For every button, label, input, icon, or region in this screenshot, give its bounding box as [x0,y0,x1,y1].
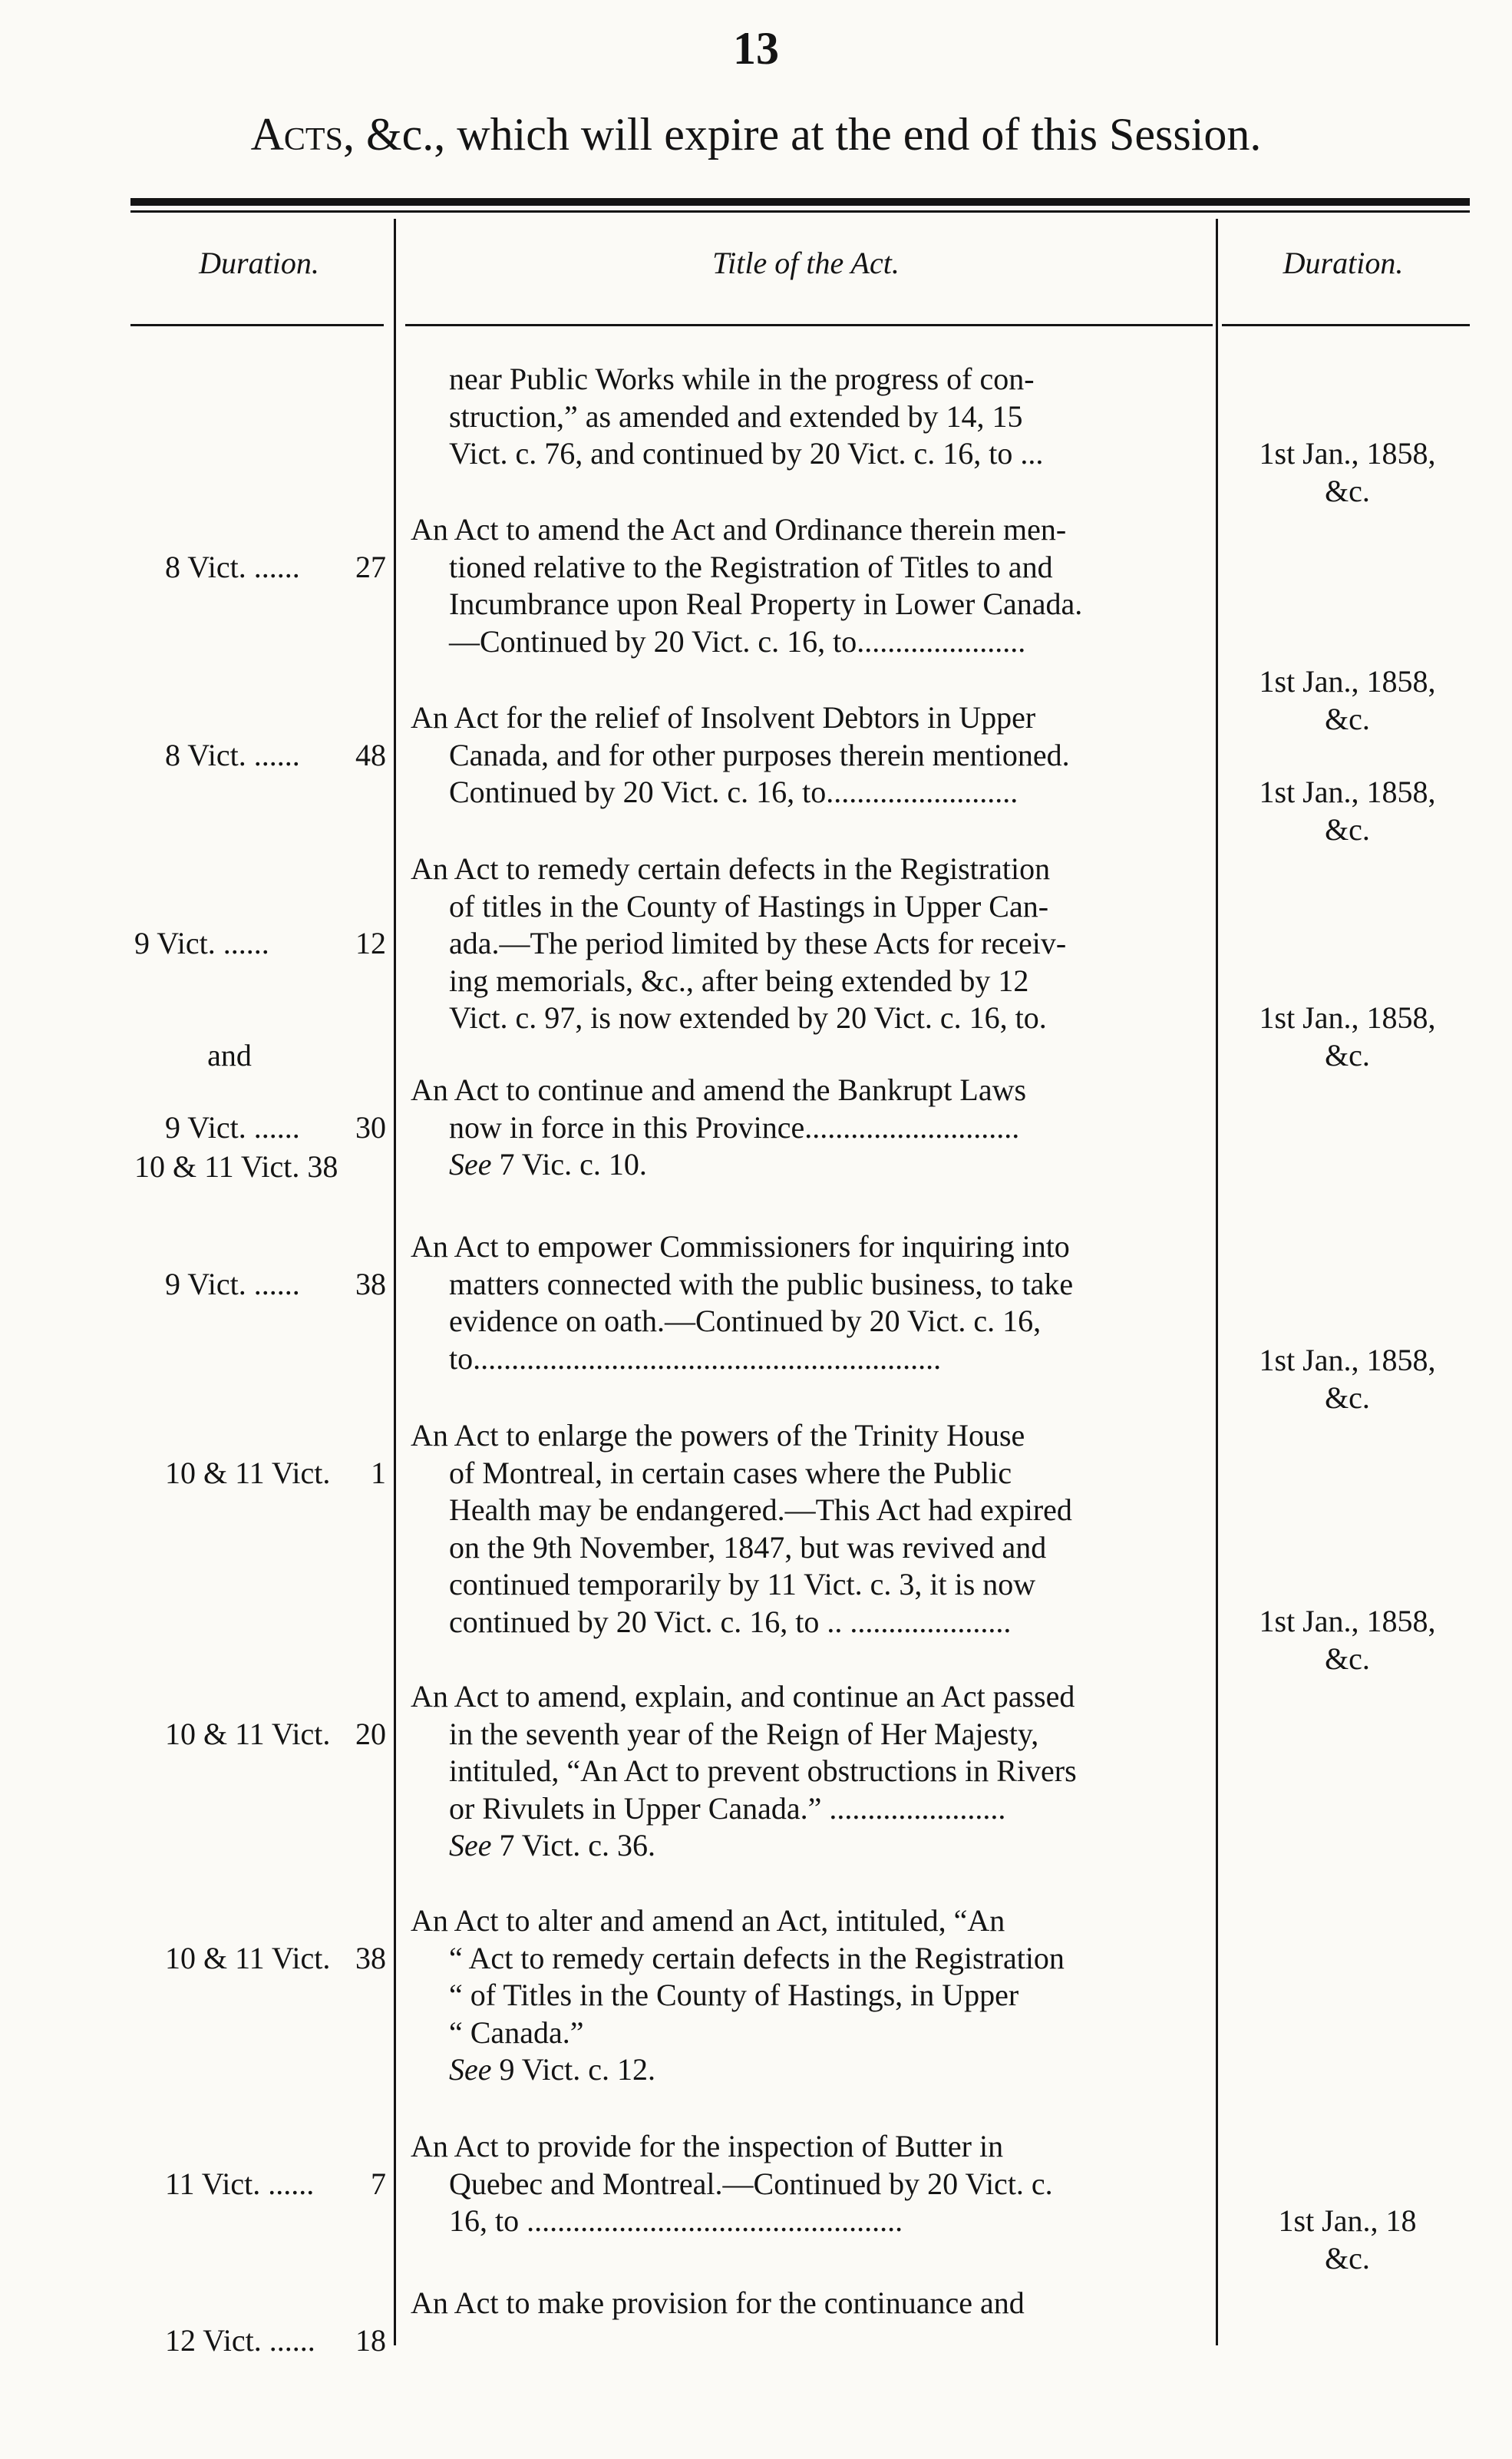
act-title-line: continued by 20 Vict. c. 16, to .. ..................... [449,1604,1012,1639]
see-label: See [449,2052,492,2087]
header-duration-left: Duration. [199,246,319,280]
duration-date: 1st Jan., 1858, [1259,436,1436,471]
act-duration [1226,1342,1468,1416]
act-reference-chapter: 12 [355,926,386,960]
column-divider-left [394,219,396,2345]
act-title-line: of Montreal, in certain cases where the Public [449,1455,1012,1490]
act-title-line: near Public Works while in the progress of con- [449,362,1035,396]
act-title-line: An Act to enlarge the powers of the Trinity House [411,1418,1025,1453]
act-title-line: of titles in the County of Hastings in Upper Can- [449,888,1049,924]
act-reference-year: 9 Vict. ...... [165,1109,300,1145]
act-reference-chapter: 38 [355,1940,386,1975]
act-title-line: An Act to amend the Act and Ordinance therein men- [411,512,1067,547]
act-reference-year: 9 Vict. ...... [134,926,269,960]
header-rule-right [1222,324,1470,326]
act-see-reference [411,2051,1209,2089]
act-title-line: now in force in this Province............................ [449,1109,1020,1145]
header-title-of-act: Title of the Act. [712,246,900,280]
act-title-line: An Act to empower Commissioners for inquiring into [411,1229,1070,1264]
see-citation: 7 Vic. c. 10. [491,1147,647,1182]
act-title-line: ing memorials, &c., after being extended by 12 [449,963,1029,998]
duration-etc: &c. [1325,811,1370,847]
duration-etc: &c. [1325,1641,1370,1676]
act-reference [134,1072,386,1184]
act-reference-year: 10 & 11 Vict. [165,1716,331,1751]
page-title-prefix: Acts [250,109,343,160]
act-reference [134,1902,386,2014]
act-title-line: to............................................................. [449,1340,942,1376]
act-reference-year: 12 Vict. ...... [165,2322,315,2358]
header-duration-right: Duration. [1283,246,1404,280]
act-reference-chapter: 7 [371,2166,386,2201]
act-title-line: Quebec and Montreal.—Continued by 20 Vict. c. [449,2166,1053,2201]
duration-date: 1st Jan., 1858, [1259,1000,1436,1035]
duration-date: 1st Jan., 1858, [1259,664,1436,699]
act-title-line: matters connected with the public business, to take [449,1266,1074,1301]
act-title-line: An Act to amend, explain, and continue an Act passed [411,1679,1075,1714]
column-divider-right [1216,219,1218,2345]
act-reference-chapter: 38 [355,1266,386,1301]
act-title-line: ada.—The period limited by these Acts for receiv- [449,926,1067,960]
act-title-line: “ of Titles in the County of Hastings, in Upper [449,1978,1019,2012]
act-duration [1226,774,1468,848]
duration-date: 1st Jan., 1858, [1259,1343,1436,1377]
see-label: See [449,1828,492,1862]
act-reference-year: 8 Vict. ...... [165,737,300,772]
act-reference-chapter: 20 [355,1716,386,1751]
duration-etc: &c. [1325,1037,1370,1073]
act-duration [1226,1000,1468,1074]
act-title-line: Canada, and for other purposes therein mentioned. [449,737,1070,772]
act-title-line: tioned relative to the Registration of Titles to and [449,549,1053,584]
act-reference-year: 10 & 11 Vict. [165,1940,331,1975]
act-title-line: Vict. c. 76, and continued by 20 Vict. c. 16, to ... [449,436,1044,471]
act-reference-year: 11 Vict. ...... [165,2166,315,2201]
act-reference [134,851,386,1261]
act-title-line: continued temporarily by 11 Vict. c. 3, it is now [449,1567,1036,1601]
duration-etc: &c. [1325,701,1370,736]
act-reference [134,2128,386,2240]
act-reference-chapter: 48 [355,737,386,772]
act-title-line: “ Canada.” [449,2014,584,2050]
top-thick-rule [130,198,1470,206]
act-reference-year: 8 Vict. ...... [165,549,300,584]
duration-etc: &c. [1325,1380,1370,1415]
act-title-line: or Rivulets in Upper Canada.” ....................... [449,1790,1006,1826]
act-title [411,1417,1209,1641]
act-title [411,699,1209,811]
act-title [411,511,1209,660]
duration-date: 1st Jan., 1858, [1259,1604,1436,1638]
act-title-line: Vict. c. 97, is now extended by 20 Vict. c. 16, to. [449,1000,1047,1035]
act-title-line: Health may be endangered.—This Act had expired [449,1492,1072,1527]
act-title-line: An Act to continue and amend the Bankrupt Laws [411,1073,1027,1107]
see-citation: 9 Vict. c. 12. [491,2052,656,2087]
act-duration [1226,663,1468,738]
act-title-line: intituled, “An Act to prevent obstructions in Rivers [449,1753,1077,1788]
page-number: 13 [733,23,779,74]
act-reference [134,699,386,811]
act-title-line: —Continued by 20 Vict. c. 16, to...................... [449,623,1026,659]
act-title-line: “ Act to remedy certain defects in the Registration [449,1940,1065,1975]
act-title [411,1678,1209,1865]
act-title-line: An Act to provide for the inspection of Butter in [411,2129,1004,2163]
duration-etc: &c. [1325,473,1370,508]
header-rule-left [130,324,384,326]
act-reference-year: 9 Vict. ...... [165,1266,300,1301]
act-reference-chapter: 27 [355,549,386,584]
duration-etc: &c. [1325,2240,1370,2276]
duration-date: 1st Jan., 18 [1278,2203,1417,2238]
act-title [411,2285,1209,2322]
act-see-reference [411,1827,1209,1865]
act-reference [134,1417,386,1529]
act-title [411,361,1209,473]
see-citation: 7 Vict. c. 36. [491,1828,656,1862]
act-title [411,1072,1209,1184]
act-title-line: An Act to alter and amend an Act, intituled, “An [411,1903,1005,1938]
act-reference [134,2285,386,2397]
act-reference [134,511,386,623]
act-reference-chapter: 30 [355,1109,386,1145]
act-see-reference [411,1146,1209,1184]
page-title-rest: , &c., which will expire at the end of this Session. [342,109,1262,160]
act-reference-additional: 10 & 11 Vict. 38 [134,1149,338,1184]
act-title-line: Continued by 20 Vict. c. 16, to......................... [449,775,1018,809]
act-title-line: on the 9th November, 1847, but was revived and [449,1529,1047,1565]
act-title-line: An Act for the relief of Insolvent Debtors in Upper [411,700,1036,735]
act-title-line: struction,” as amended and extended by 14, 15 [449,398,1023,434]
act-reference [134,1678,386,1790]
act-title-line: evidence on oath.—Continued by 20 Vict. c. 16, [449,1304,1042,1338]
act-title-line: An Act to make provision for the continuance and [411,2285,1025,2320]
act-title [411,1228,1209,1377]
act-reference-year: 10 & 11 Vict. [165,1455,331,1490]
act-reference [134,1228,386,1340]
page-title [0,107,1512,161]
act-title [411,1902,1209,2089]
top-thin-rule [130,210,1470,213]
act-duration [1226,2203,1468,2277]
act-reference-chapter: 1 [371,1455,386,1490]
act-title-line: 16, to ................................................. [449,2203,903,2238]
act-duration [1226,435,1468,510]
act-reference-and: and [207,1037,252,1073]
header-rule-center [405,324,1213,326]
act-title-line: in the seventh year of the Reign of Her Majesty, [449,1716,1039,1751]
act-title-line: An Act to remedy certain defects in the Registration [411,851,1051,886]
act-title [411,851,1209,1037]
act-reference-chapter: 18 [355,2322,386,2358]
duration-date: 1st Jan., 1858, [1259,775,1436,809]
see-label: See [449,1147,492,1182]
act-title-line: Incumbrance upon Real Property in Lower Canada. [449,587,1083,621]
act-title [411,2128,1209,2240]
act-duration [1226,1603,1468,1677]
